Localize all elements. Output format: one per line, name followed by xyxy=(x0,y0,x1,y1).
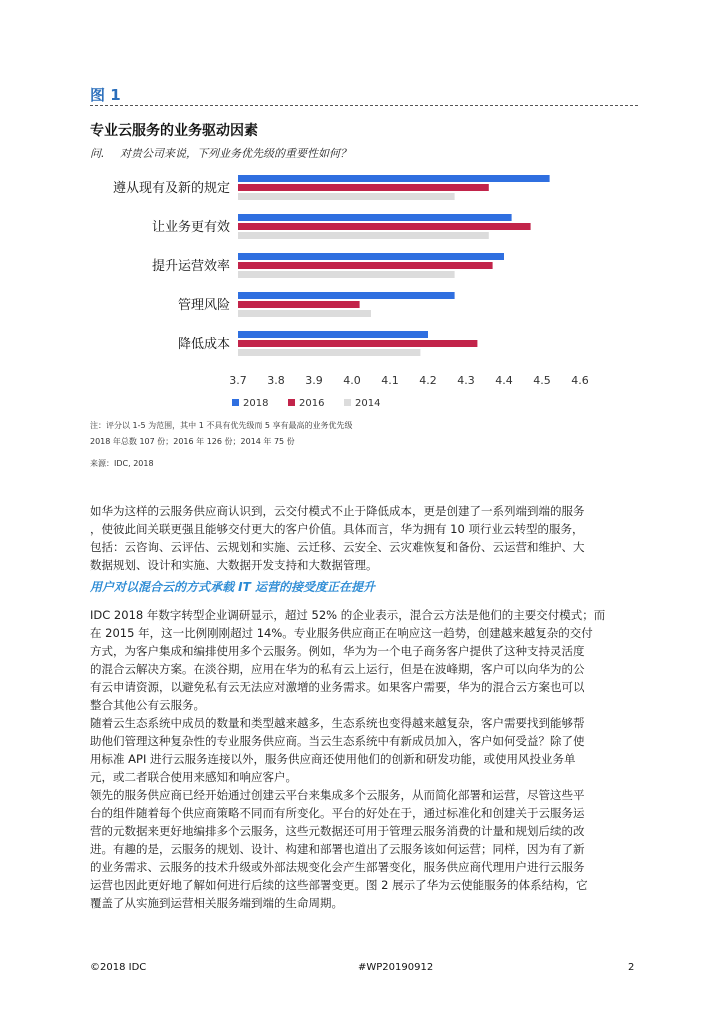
x-tick-label: 3.8 xyxy=(267,374,285,387)
bar-2014-4 xyxy=(238,349,420,356)
legend-swatch-2018 xyxy=(232,399,239,406)
bar-2018-4 xyxy=(238,331,428,338)
bar-2016-4 xyxy=(238,340,477,347)
bar-2014-0 xyxy=(238,193,455,200)
divider xyxy=(90,105,638,106)
text-line: 用标准 API 进行云服务连接以外，服务供应商还使用他们的创新和研发功能，或使用风投业务单 xyxy=(90,752,576,766)
footer-copyright: ©2018 IDC xyxy=(90,962,147,973)
chart-bars xyxy=(238,175,550,356)
text-line: 领先的服务供应商已经开始通过创建云平台来集成多个云服务，从而简化部署和运营，尽管这些平 xyxy=(90,788,585,802)
bar-2016-3 xyxy=(238,301,360,308)
legend-swatch-2016 xyxy=(288,399,295,406)
text-line: 整合其他公有云服务。 xyxy=(90,698,205,712)
text-line: 方式，为客户集成和编排使用多个云服务。例如，华为为一个电子商务客户提供了这种支持灵活度 xyxy=(90,644,585,658)
text-line: 台的组件随着每个供应商策略不同而有所变化。平台的好处在于，通过标准化和创建关于云服务运 xyxy=(90,806,585,820)
paragraph-2 xyxy=(90,606,638,714)
question-text: 对贵公司来说，下列业务优先级的重要性如何？ xyxy=(120,147,351,160)
x-tick-label: 3.9 xyxy=(305,374,323,387)
bar-2018-2 xyxy=(238,253,504,260)
note-source: 来源：IDC, 2018 xyxy=(90,459,154,468)
category-label: 管理风险 xyxy=(177,298,230,313)
paragraph-3 xyxy=(90,714,638,786)
text-line: 包括：云咨询、云评估、云规划和实施、云迁移、云安全、云灾难恢复和备份、云运营和维护、大 xyxy=(90,540,585,554)
x-tick-label: 4.2 xyxy=(419,374,437,387)
figure-label: 图 1 xyxy=(90,86,121,104)
text-line: 的混合云解决方案。在淡谷期，应用在华为的私有云上运行，但是在波峰期，客户可以向华为的公 xyxy=(90,662,585,676)
bar-chart xyxy=(90,165,610,410)
x-tick-label: 4.6 xyxy=(571,374,589,387)
bar-2016-1 xyxy=(238,223,531,230)
x-tick-label: 4.0 xyxy=(343,374,361,387)
category-label: 提升运营效率 xyxy=(151,259,230,274)
footer-doc-id: #WP20190912 xyxy=(358,962,434,973)
section-subheading: 用户对以混合云的方式承载 IT 运营的接受度正在提升 xyxy=(90,580,376,594)
text-line: 如华为这样的云服务供应商认识到，云交付模式不止于降低成本，更是创建了一系列端到端的服务 xyxy=(90,504,585,518)
bar-2014-2 xyxy=(238,271,455,278)
note-sample: 2018 年总数 107 份；2016 年 126 份；2014 年 75 份 xyxy=(90,437,295,446)
text-line: 运营也因此更好地了解如何进行后续的这些部署变更。图 2 展示了华为云使能服务的体系结构，它 xyxy=(90,878,588,892)
x-tick-label: 4.5 xyxy=(533,374,551,387)
bar-2016-2 xyxy=(238,262,493,269)
chart-x-ticks xyxy=(229,374,589,387)
text-line: 助他们管理这种复杂性的专业服务供应商。当云生态系统中有新成员加入，客户如何受益？除了使 xyxy=(90,734,585,748)
note-scale: 注：评分以 1-5 为范围，其中 1 不具有优先级而 5 享有最高的业务优先级 xyxy=(90,421,353,430)
text-line: IDC 2018 年数字转型企业调研显示，超过 52% 的企业表示，混合云方法是他们的主要交付模式；而 xyxy=(90,608,606,622)
text-line: 在 2015 年，这一比例刚刚超过 14%。专业服务供应商正在响应这一趋势，创建越来越复杂的交付 xyxy=(90,626,593,640)
bar-2018-0 xyxy=(238,175,550,182)
bar-2014-3 xyxy=(238,310,371,317)
question-prefix: 问. xyxy=(90,147,105,160)
text-line: 随着云生态系统中成员的数量和类型越来越多，生态系统也变得越来越复杂，客户需要找到能够帮 xyxy=(90,716,585,730)
text-line: 的业务需求、云服务的技术升级或外部法规变化会产生部署变化，服务供应商代理用户进行云服务 xyxy=(90,860,585,874)
bar-2016-0 xyxy=(238,184,489,191)
bar-2018-3 xyxy=(238,292,455,299)
legend-swatch-2014 xyxy=(344,399,351,406)
paragraph-4 xyxy=(90,786,638,912)
legend-label: 2016 xyxy=(299,398,325,409)
text-line: 进。有趣的是，云服务的规划、设计、构建和部署也道出了云服务该如何运营；同样，因为有了新 xyxy=(90,842,585,856)
x-tick-label: 4.4 xyxy=(495,374,513,387)
category-label: 遵从现有及新的规定 xyxy=(112,181,230,196)
legend-label: 2018 xyxy=(243,398,269,409)
text-line: 覆盖了从实施到运营相关服务端到端的生命周期。 xyxy=(90,896,343,910)
paragraph-1 xyxy=(90,502,638,574)
x-tick-label: 4.1 xyxy=(381,374,399,387)
text-line: 有云申请资源，以避免私有云无法应对激增的业务需求。如果客户需要，华为的混合云方案也可以 xyxy=(90,680,585,694)
x-tick-label: 3.7 xyxy=(229,374,247,387)
chart-title: 专业云服务的业务驱动因素 xyxy=(90,123,258,139)
text-line: 元，或二者联合使用来感知和响应客户。 xyxy=(90,770,297,784)
text-line: 数据规划、设计和实施、大数据开发支持和大数据管理。 xyxy=(90,558,378,572)
text-line: 营的元数据来更好地编排多个云服务，这些元数据还可用于管理云服务消费的计量和规划后续的改 xyxy=(90,824,585,838)
legend-label: 2014 xyxy=(355,398,381,409)
chart-category-labels xyxy=(113,180,230,352)
chart-legend xyxy=(232,398,380,409)
bar-2018-1 xyxy=(238,214,512,221)
category-label: 降低成本 xyxy=(177,337,230,352)
footer-page-number: 2 xyxy=(628,962,635,973)
category-label: 让业务更有效 xyxy=(151,220,230,235)
text-line: ，使彼此间关联更强且能够交付更大的客户价值。具体而言，华为拥有 10 项行业云转型的服务， xyxy=(90,522,584,536)
x-tick-label: 4.3 xyxy=(457,374,475,387)
bar-2014-1 xyxy=(238,232,489,239)
